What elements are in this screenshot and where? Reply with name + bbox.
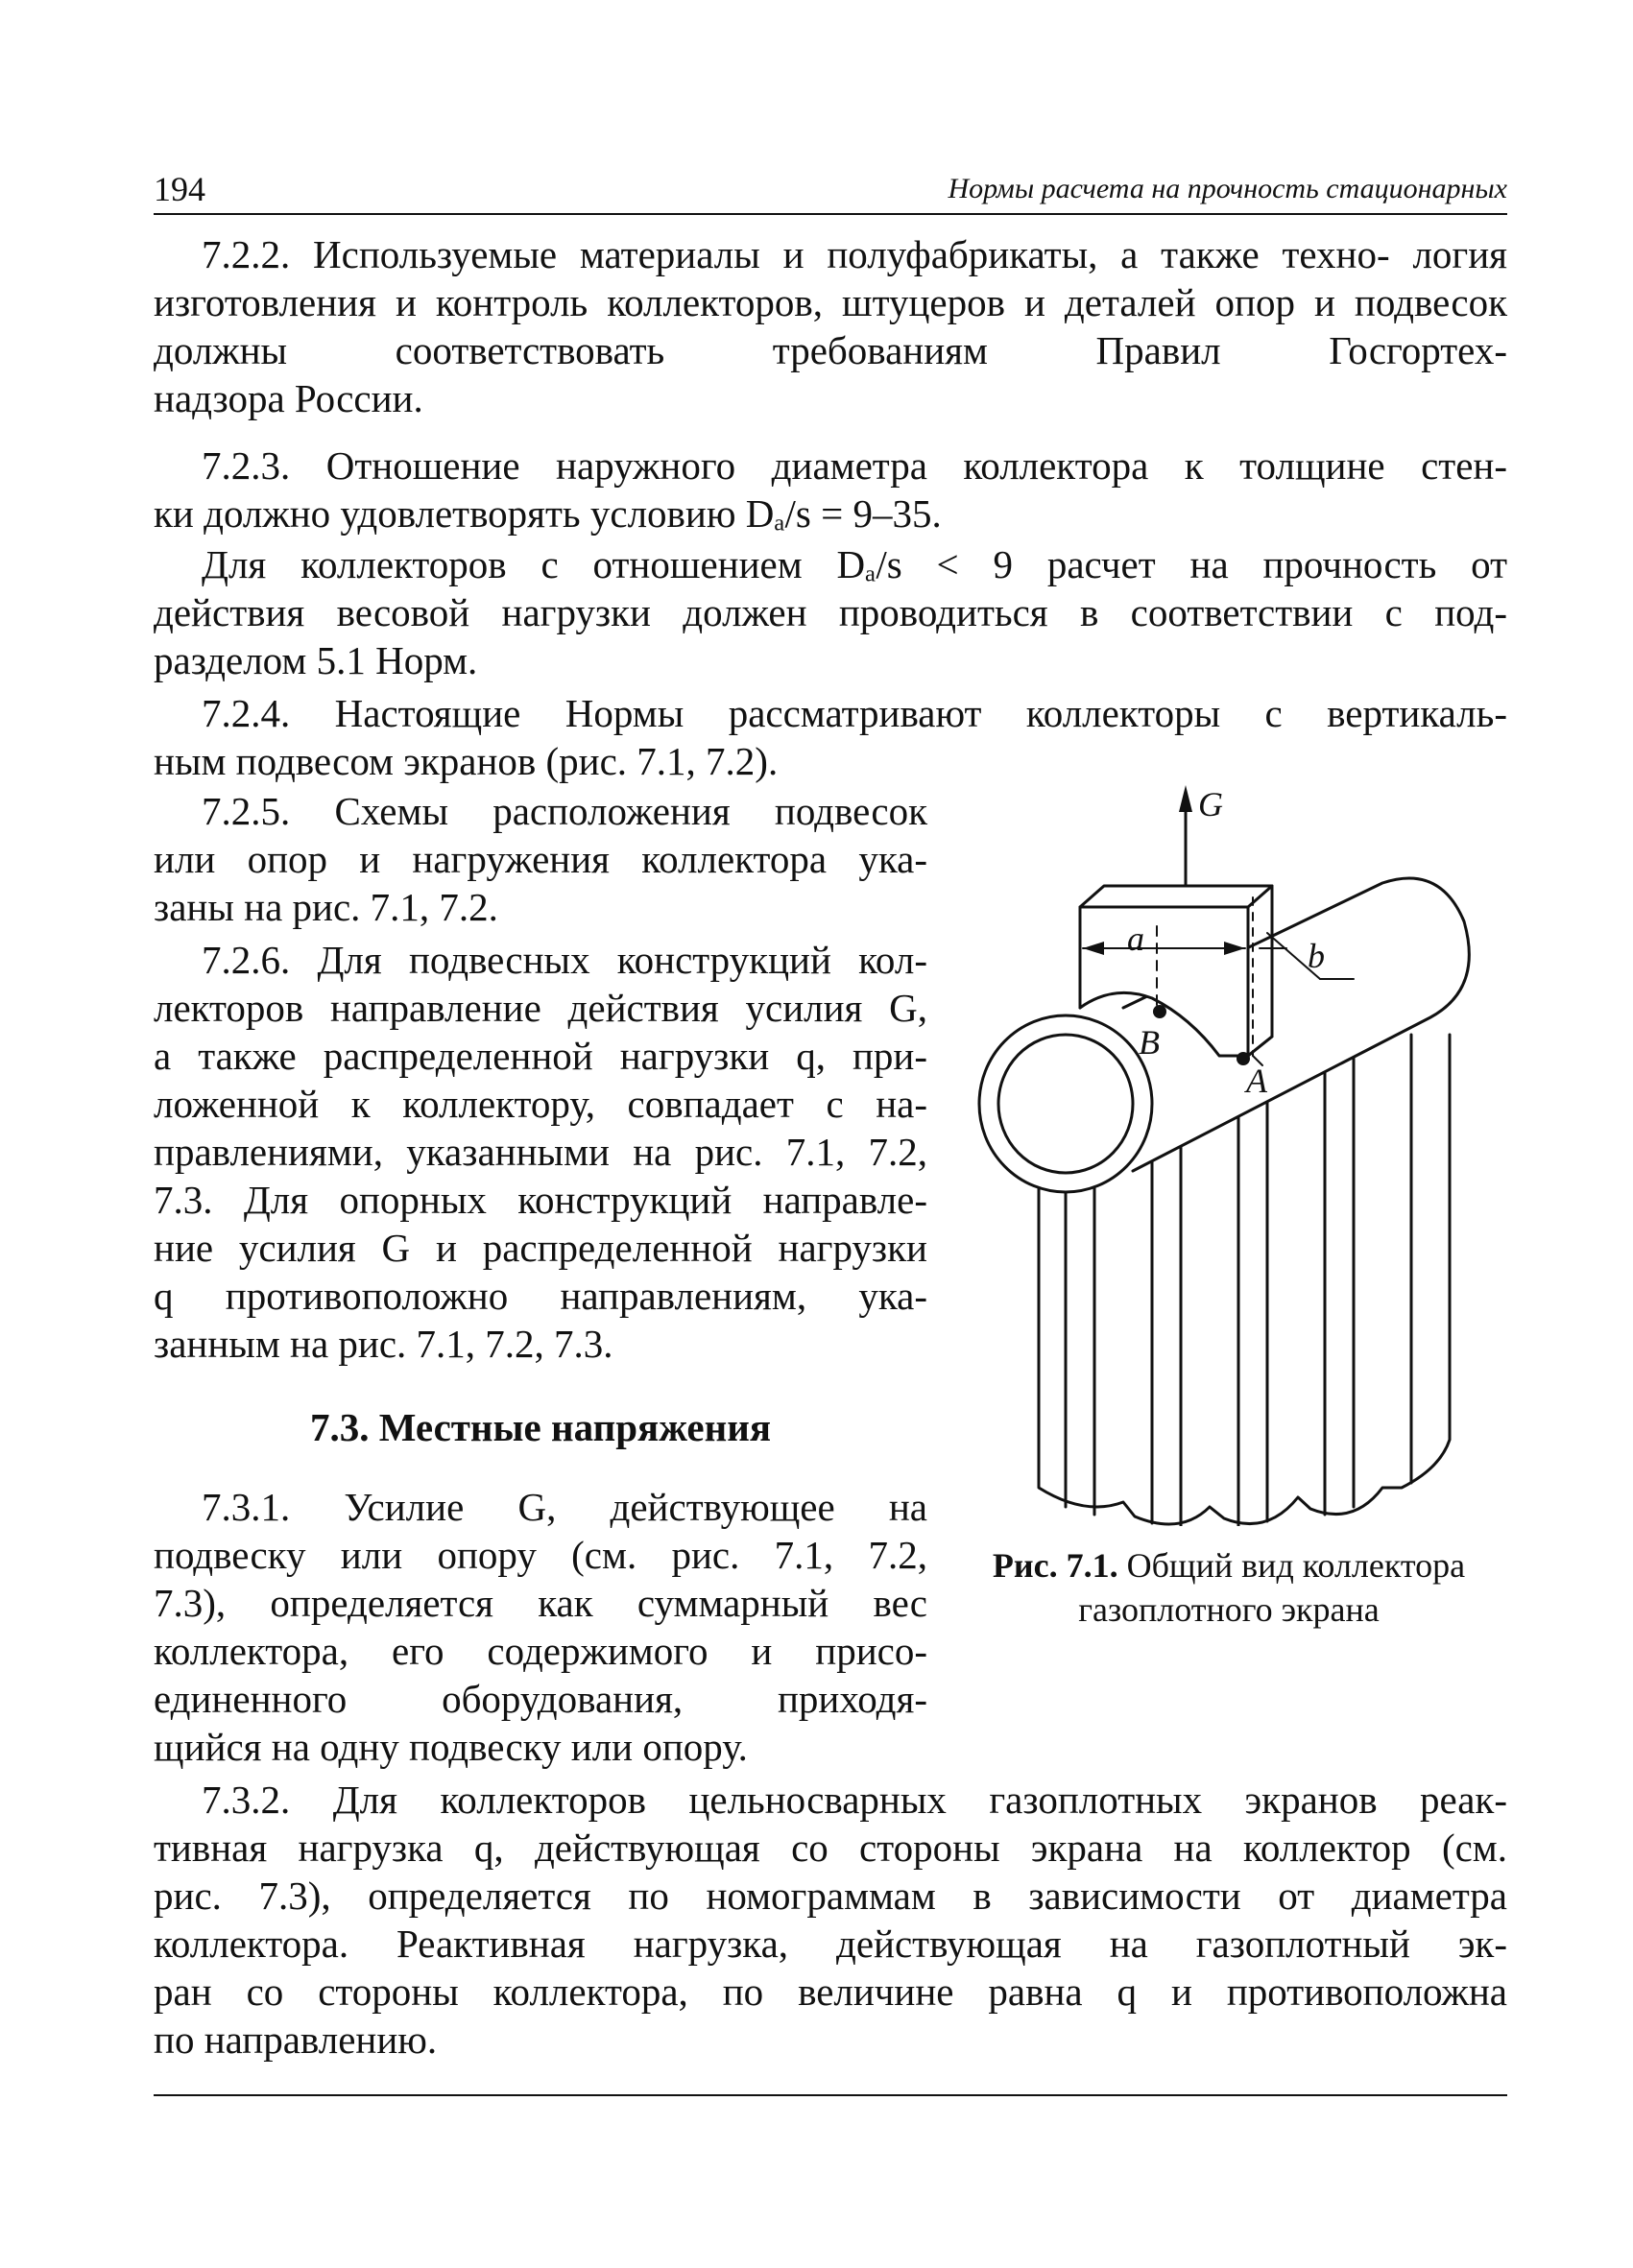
- line: 7.2.6. Для подвесных конструкций кол-: [202, 938, 927, 982]
- line: по направлению.: [154, 2017, 438, 2062]
- line: 7.3. Для опорных конструкций направле-: [154, 1178, 927, 1222]
- line: занным на рис. 7.1, 7.2, 7.3.: [154, 1322, 613, 1366]
- point-b-marker: [1153, 1005, 1166, 1018]
- line: рис. 7.3), определяется по номограммам в зависимости от диаметра: [154, 1874, 1507, 1918]
- line: а также распределенной нагрузки q, при-: [154, 1034, 927, 1078]
- page-number: 194: [154, 170, 205, 208]
- line: Для коллекторов с отношением Dₐ/s < 9 расчет на прочность от: [202, 542, 1507, 586]
- line: коллектора, его содержимого и присо-: [154, 1629, 927, 1673]
- line: и подвесок должны соответствовать требованиям Правил Госгортех-: [154, 280, 1507, 372]
- paragraph-7-3-1-1: [154, 1483, 927, 1531]
- caption-text: Общий вид коллектора газоплотного экрана: [1078, 1546, 1466, 1629]
- paragraph-7-2-5-2: [154, 835, 927, 883]
- section-heading: 7.3. Местные напряжения: [309, 1405, 772, 1449]
- collector-diagram: [960, 777, 1498, 1526]
- line: правлениями, указанными на рис. 7.1, 7.2,: [154, 1130, 927, 1174]
- paragraph-7-2-5-3: [154, 883, 927, 931]
- figure-caption: [970, 1543, 1488, 1632]
- line: действия весовой нагрузки должен проводиться в соответствии с под-: [154, 590, 1507, 634]
- paragraph-7-3-1-5: [154, 1675, 927, 1723]
- caption-number: Рис. 7.1.: [992, 1546, 1118, 1585]
- paragraph-7-3-2-6: [154, 2016, 1507, 2064]
- paragraph-7-2-6-8: [154, 1272, 927, 1320]
- paragraph-7-2-6-6: [154, 1176, 927, 1224]
- line: заны на рис. 7.1, 7.2.: [154, 885, 498, 929]
- paragraph-7-3-2-5: [154, 1968, 1507, 2016]
- paragraph-7-3-2-1: [154, 1776, 1507, 1824]
- line: ки должно удовлетворять условию Dₐ/s = 9–35.: [154, 491, 942, 536]
- paragraph-7-2-6-4: [154, 1080, 927, 1128]
- paragraph-7-2-3: [154, 442, 1507, 489]
- paragraph-7-2-6-5: [154, 1128, 927, 1176]
- figure-7-1: [960, 777, 1498, 1526]
- line: ным подвесом экранов (рис. 7.1, 7.2).: [154, 739, 779, 783]
- paragraph-7-2-4: [154, 689, 1507, 737]
- line: q противоположно направлениям, ука-: [154, 1274, 927, 1318]
- line: 7.3.1. Усилие G, действующее на: [202, 1485, 927, 1529]
- paragraph-7-3-2-4: [154, 1920, 1507, 1968]
- page-header: [154, 169, 1507, 211]
- label-b: b: [1308, 937, 1325, 975]
- paragraph-weight-2: [154, 588, 1507, 636]
- line: подвеску или опору (см. рис. 7.1, 7.2,: [154, 1533, 927, 1577]
- running-title: Нормы расчета на прочность стационарных: [948, 173, 1507, 204]
- footer-rule: [154, 2094, 1507, 2096]
- line: надзора России.: [154, 376, 423, 420]
- line: лекторов направление действия усилия G,: [154, 986, 927, 1030]
- line: 7.2.4. Настоящие Нормы рассматривают коллекторы с вертикаль-: [202, 691, 1507, 735]
- line: тивная нагрузка q, действующая со стороны экрана на коллектор (см.: [154, 1826, 1507, 1870]
- label-g: G: [1198, 785, 1223, 824]
- header-rule: [154, 213, 1507, 215]
- paragraph-7-2-6-3: [154, 1032, 927, 1080]
- line: ложенной к коллектору, совпадает с на-: [154, 1082, 927, 1126]
- line: 7.2.3. Отношение наружного диаметра коллектора к толщине стен-: [202, 443, 1507, 488]
- line: коллектора. Реактивная нагрузка, действующая на газоплотный эк-: [154, 1922, 1507, 1966]
- paragraph-7-3-1-2: [154, 1531, 927, 1579]
- paragraph-7-2-6-9: [154, 1320, 927, 1368]
- line: 7.2.5. Схемы расположения подвесок: [202, 789, 927, 833]
- paragraph-7-3-2-2: [154, 1824, 1507, 1872]
- paragraph-7-2-2: [154, 230, 1507, 374]
- line: единенного оборудования, приходя-: [154, 1677, 927, 1721]
- label-point-a: A: [1246, 1062, 1267, 1100]
- paragraph-7-3-1-4: [154, 1627, 927, 1675]
- paragraph-7-3-2-3: [154, 1872, 1507, 1920]
- line: 7.2.2. Используемые материалы и полуфабрикаты, а также техно-: [202, 232, 1390, 276]
- line: ран со стороны коллектора, по величине равна q и противоположна: [154, 1970, 1507, 2014]
- paragraph-7-3-1-6: [154, 1723, 927, 1771]
- line: ние усилия G и распределенной нагрузки: [154, 1226, 927, 1270]
- paragraph-7-2-5-1: [154, 787, 927, 835]
- paragraph-7-2-6-1: [154, 936, 927, 984]
- line: щийся на одну подвеску или опору.: [154, 1725, 748, 1769]
- paragraph-7-2-6-7: [154, 1224, 927, 1272]
- paragraph-7-2-2-end: [154, 374, 1507, 422]
- paragraph-weight-1: [154, 540, 1507, 588]
- line: 7.3), определяется как суммарный вес: [154, 1581, 927, 1625]
- line: 7.3.2. Для коллекторов цельносварных газоплотных экранов реак-: [202, 1778, 1507, 1822]
- paragraph-7-2-6-2: [154, 984, 927, 1032]
- label-a: a: [1127, 919, 1144, 958]
- line: логия изготовления и контроль коллекторов, штуцеров и деталей опор: [154, 232, 1508, 324]
- line: разделом 5.1 Норм.: [154, 638, 478, 682]
- force-arrow-g: [1179, 785, 1192, 886]
- paragraph-7-3-1-3: [154, 1579, 927, 1627]
- line: или опор и нагружения коллектора ука-: [154, 837, 927, 881]
- paragraph-weight-3: [154, 636, 1507, 684]
- label-point-b: B: [1139, 1023, 1160, 1062]
- paragraph-7-2-3-end: [154, 489, 1507, 537]
